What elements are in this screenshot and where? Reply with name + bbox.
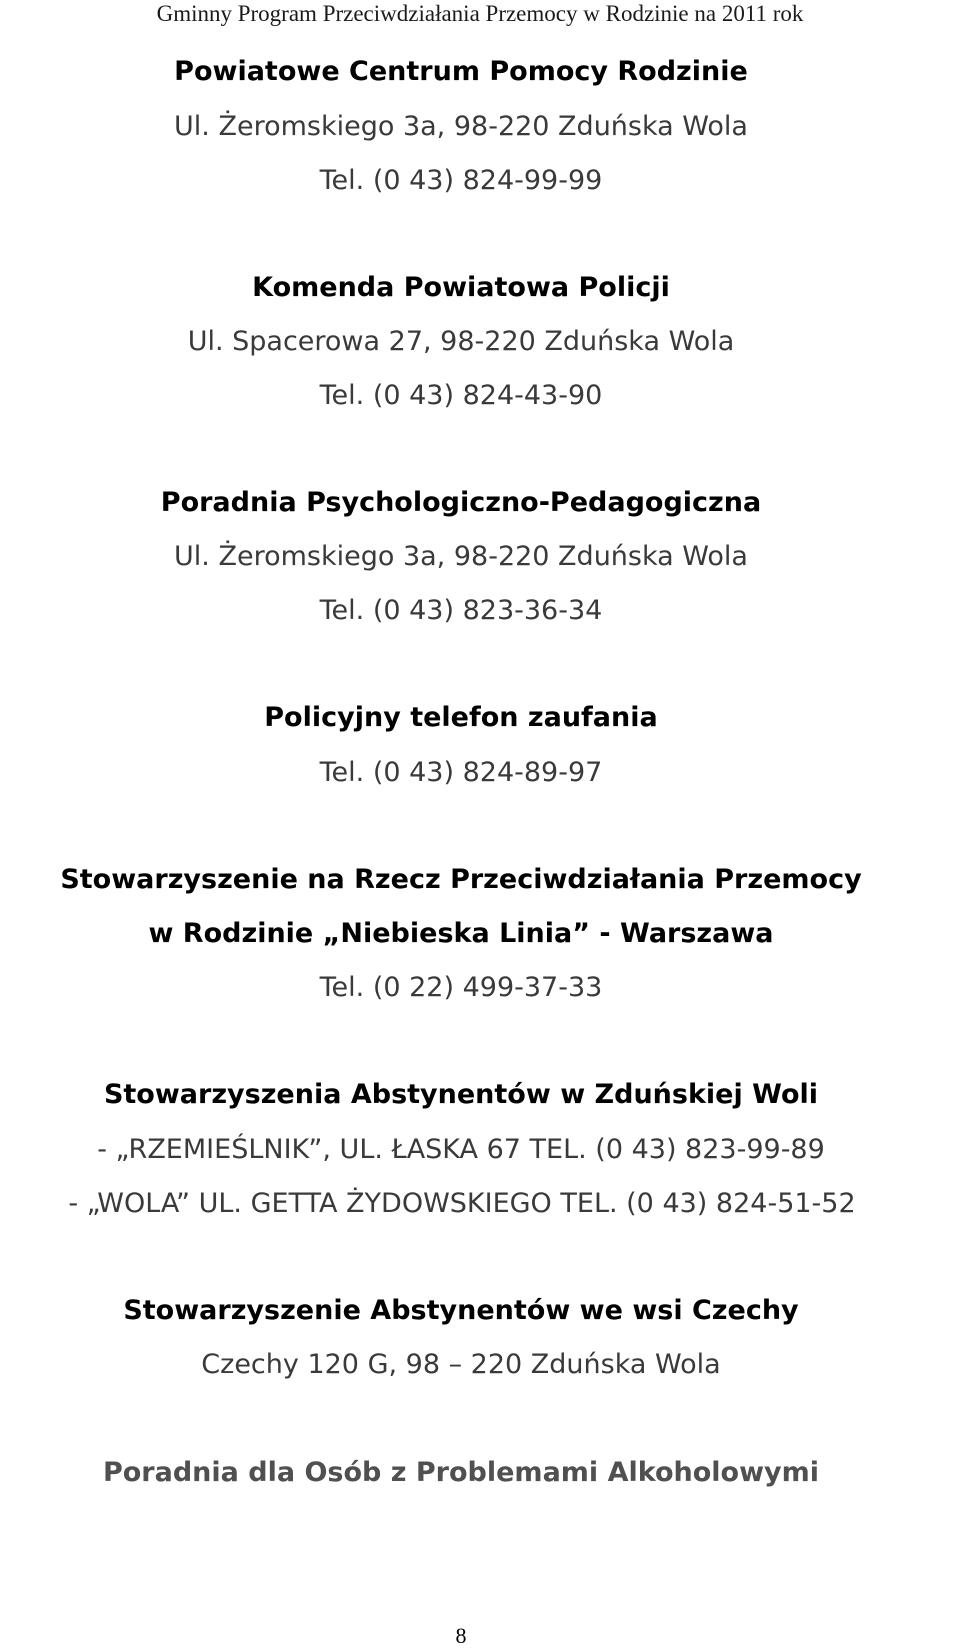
entry-phone-police: Tel. (0 43) 824-43-90 [319,380,603,411]
entry-branch-rzemieslnik: - „RZEMIEŚLNIK”, UL. ŁASKA 67 TEL. (0 43) 823-99-89 [97,1134,825,1165]
entry-name-blue-line-1: Stowarzyszenie na Rzecz Przeciwdziałania Przemocy [60,864,862,895]
entry-address-counseling: Ul. Żeromskiego 3a, 98-220 Zduńska Wola [174,541,748,572]
entry-phone-counseling: Tel. (0 43) 823-36-34 [319,595,603,626]
entry-phone-trust-line: Tel. (0 43) 824-89-97 [319,757,603,788]
entry-name-abstainers-zw: Stowarzyszenia Abstynentów w Zduńskiej Woli [103,1079,819,1110]
entry-phone-pcpr: Tel. (0 43) 824-99-99 [319,165,603,196]
entry-name-alcohol-clinic: Poradnia dla Osób z Problemami Alkoholowymi [102,1457,820,1488]
entry-name-abstainers-czechy: Stowarzyszenie Abstynentów we wsi Czechy [123,1295,799,1326]
entry-name-counseling: Poradnia Psychologiczno-Pedagogiczna [160,487,762,518]
entry-phone-blue-line: Tel. (0 22) 499-37-33 [319,972,603,1003]
entry-name-trust-line: Policyjny telefon zaufania [264,702,658,733]
entry-name-pcpr: Powiatowe Centrum Pomocy Rodzinie [174,56,748,87]
entry-name-police: Komenda Powiatowa Policji [252,272,670,303]
entry-address-police: Ul. Spacerowa 27, 98-220 Zduńska Wola [187,326,735,357]
page-header: Gminny Program Przeciwdziałania Przemocy w Rodzinie na 2011 rok [156,1,804,26]
entry-address-abstainers-czechy: Czechy 120 G, 98 – 220 Zduńska Wola [201,1349,721,1380]
page-number: 8 [455,1623,467,1648]
entry-address-pcpr: Ul. Żeromskiego 3a, 98-220 Zduńska Wola [174,111,748,142]
entry-branch-wola: - „WOLA” UL. GETTA ŻYDOWSKIEGO TEL. (0 43) 824-51-52 [68,1188,856,1219]
entry-name-blue-line-2: w Rodzinie „Niebieska Linia” - Warszawa [148,918,774,949]
